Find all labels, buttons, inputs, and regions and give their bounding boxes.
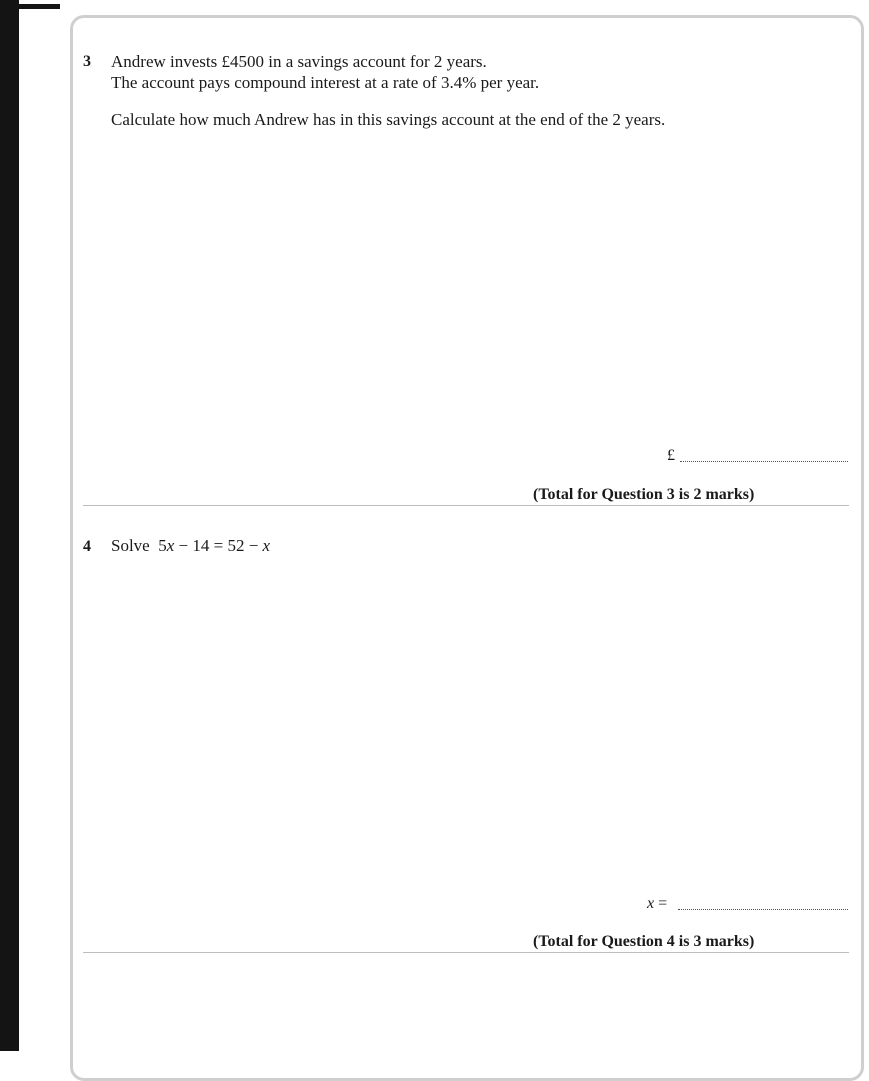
top-edge-mark (19, 4, 60, 9)
question-4-answer-label (647, 895, 667, 913)
question-4-equation (158, 536, 270, 555)
answer-variable: x (647, 895, 655, 912)
question-3-instruction: Calculate how much Andrew has in this savings account at the end of the 2 years. (111, 110, 666, 129)
question-4-answer-line[interactable] (678, 909, 848, 910)
question-4-number: 4 (83, 538, 91, 555)
equation-middle: − 14 = 52 − (174, 536, 263, 555)
question-3-number: 3 (83, 53, 91, 70)
left-edge-bar (0, 0, 19, 1051)
equation-variable-2: x (262, 536, 271, 555)
question-3-line-2: The account pays compound interest at a rate of 3.4% per year. (111, 73, 540, 92)
question-3-total: (Total for Question 3 is 2 marks) (533, 486, 755, 503)
question-4-total: (Total for Question 4 is 3 marks) (533, 933, 755, 950)
equation-coefficient: 5 (158, 536, 167, 555)
equation-variable-1: x (166, 536, 175, 555)
question-3-answer-label: £ (667, 447, 675, 464)
question-3-answer-line[interactable] (680, 461, 848, 462)
question-4-solve-label: Solve (111, 536, 150, 555)
question-4-divider (83, 952, 849, 953)
question-3-divider (83, 505, 849, 506)
question-4-prompt (111, 536, 270, 556)
answer-equals: = (654, 895, 668, 912)
question-3-line-1: Andrew invests £4500 in a savings account for 2 years. (111, 52, 487, 71)
